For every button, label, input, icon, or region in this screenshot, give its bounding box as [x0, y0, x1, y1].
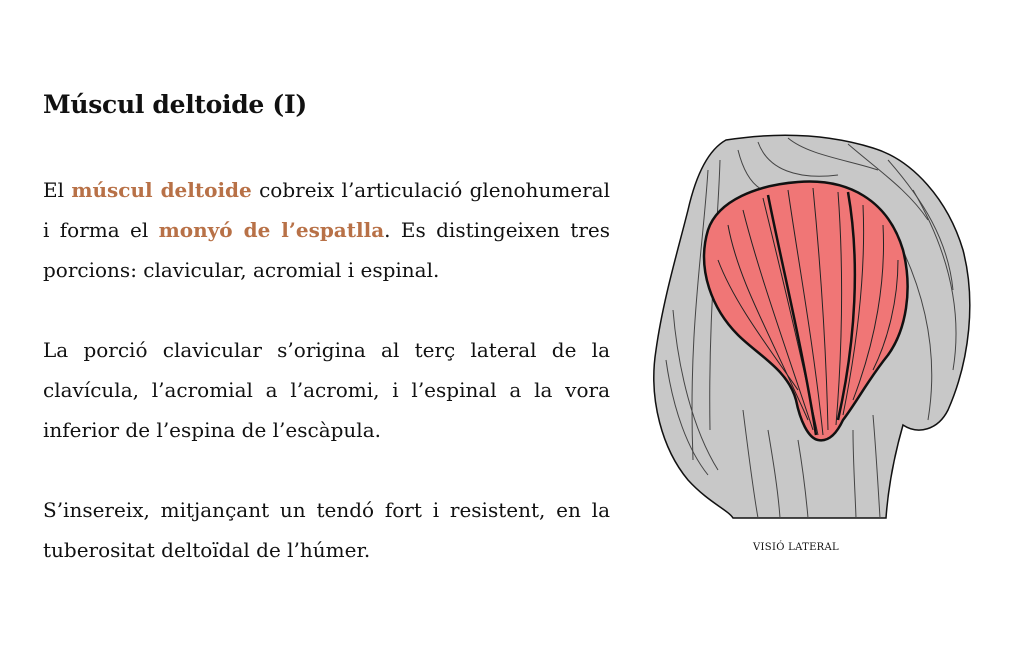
intro-text-middle: cobreix l’articulació glenohumeral i forma el: [43, 178, 611, 242]
intro-text-end: . Es distingeixen tres porcions: clavicular, acromial i espinal.: [43, 218, 610, 282]
highlight-muscle-term: múscul deltoide: [71, 178, 252, 202]
paragraph-intro: [43, 170, 610, 290]
page-title: Múscul deltoide (I): [43, 90, 307, 119]
deltoid-illustration: [648, 130, 978, 525]
figure-caption: VISIÓ LATERAL: [753, 542, 839, 553]
paragraph-origin: La porció clavicular s’origina al terç lateral de la clavícula, l’acromial a l’acromi, i l’espinal a la vora inferior de l’espina de l’escàpula.: [43, 338, 610, 442]
highlight-shoulder-term: monyó de l’espatlla: [158, 218, 385, 242]
paragraph-insertion: S’insereix, mitjançant un tendó fort i resistent, en la tuberositat deltoïdal de l’húmer.: [43, 498, 610, 562]
text-column: [43, 170, 610, 610]
intro-text-start: El: [43, 178, 72, 202]
deltoid-drawing: [648, 130, 978, 525]
